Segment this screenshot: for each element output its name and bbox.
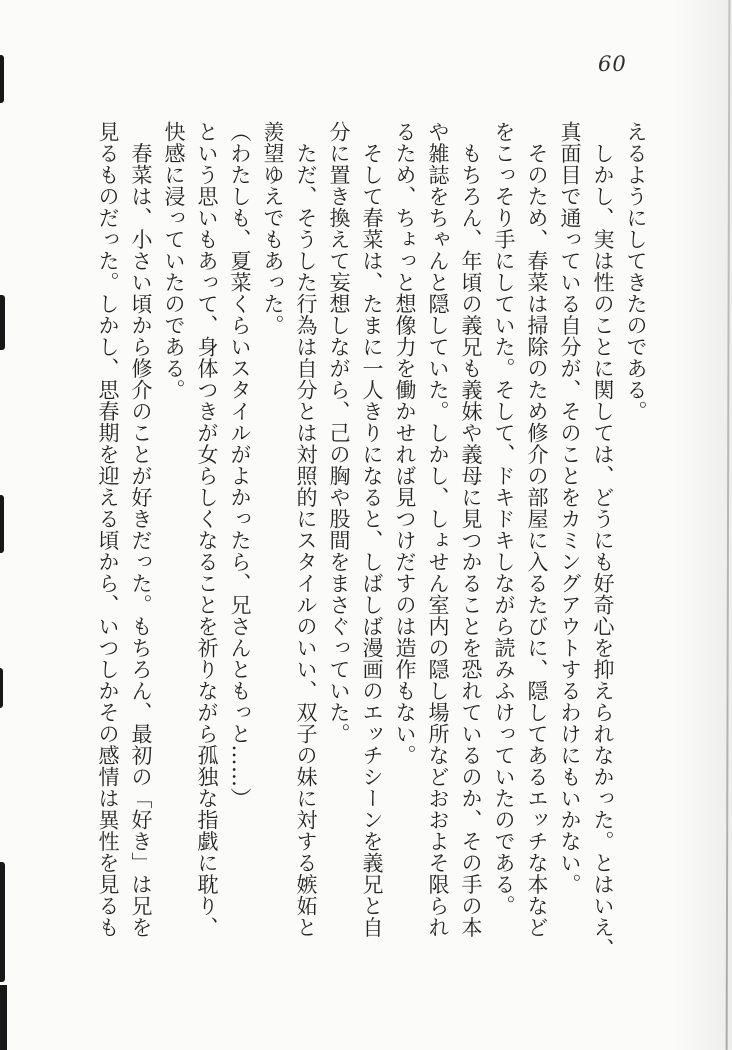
- text-line: をこっそり手にしていた。そして、ドキドキしながら読みふけっていたのである。: [492, 121, 516, 917]
- text-line: もちろん、年頃の義兄も義妹や義母に見つかることを恐れているのか、その手の本: [459, 121, 483, 938]
- scan-artifact: [0, 985, 7, 1050]
- text-line: ただ、そうした行為は自分とは対照的にスタイルのいい、双子の妹に対する嫉妬と: [294, 121, 318, 938]
- text-line: しかし、実は性のことに関しては、どうにも好奇心を抑えられなかった。とはいえ、: [591, 121, 615, 960]
- text-line: るため、ちょっと想像力を働かせれば見つけだすのは造作もない。: [393, 121, 417, 766]
- scan-artifact: [0, 55, 4, 103]
- page-edge-shading: [672, 0, 732, 1050]
- scan-artifact: [0, 862, 5, 982]
- scan-artifact: [0, 668, 3, 708]
- text-line: 真面目で通っている自分が、そのことをカミングアウトするわけにもいかない。: [558, 121, 582, 895]
- text-line: そして春菜は、たまに一人きりになると、しばしば漫画のエッチシーンを義兄と自: [360, 121, 384, 938]
- text-line: 見るものだった。しかし、思春期を迎える頃から、いつしかその感情は異性を見るも: [96, 121, 120, 938]
- text-line: 羨望ゆえでもあった。: [261, 121, 285, 336]
- text-line: 快感に浸っていたのである。: [162, 121, 186, 401]
- scan-artifact: [0, 495, 4, 553]
- text-line: （わたしも、夏菜くらいスタイルがよかったら、兄さんともっと……）: [228, 121, 252, 809]
- text-line: や雑誌をちゃんと隠していた。しかし、しょせん室内の隠し場所などおおよそ限られ: [426, 121, 450, 938]
- page-number: 60: [598, 52, 627, 76]
- text-line: 分に置き換えて妄想しながら、己の胸や股間をまさぐっていた。: [327, 121, 351, 745]
- text-line: えるようにしてきたのである。: [624, 121, 648, 422]
- scan-artifact: [0, 295, 5, 350]
- text-line: 春菜は、小さい頃から修介のことが好きだった。もちろん、最初の「好き」は兄を: [129, 121, 153, 938]
- text-line: そのため、春菜は掃除のため修介の部屋に入るたびに、隠してあるエッチな本など: [525, 121, 549, 938]
- text-line: という思いもあって、身体つきが女らしくなることを祈りながら孤独な指戯に耽り、: [195, 121, 219, 938]
- body-text: [91, 121, 652, 973]
